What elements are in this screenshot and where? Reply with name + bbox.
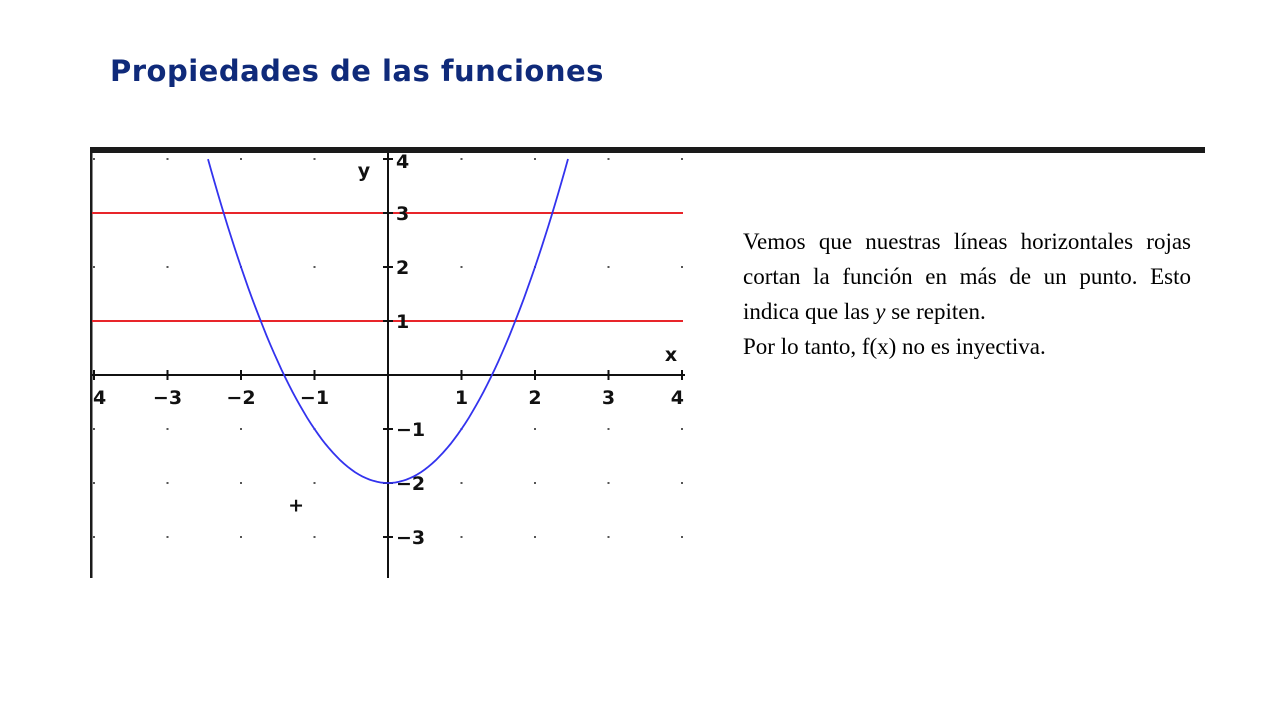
y-tick-label: 1 <box>396 311 410 333</box>
grid-dot <box>314 482 316 484</box>
y-tick-label: 2 <box>396 257 410 279</box>
grid-dot <box>681 536 683 538</box>
y-tick-label: 4 <box>396 153 410 173</box>
grid-dot <box>240 428 242 430</box>
grid-dot <box>93 158 95 160</box>
grid-dot <box>167 158 169 160</box>
grid-dot <box>240 482 242 484</box>
grid-dot <box>534 428 536 430</box>
graph-annotations <box>288 495 304 517</box>
slide-title: Propiedades de las funciones <box>110 54 604 88</box>
explanation-text <box>743 224 1191 364</box>
x-tick-label: 4 <box>670 387 684 409</box>
explanation-paragraph-1 <box>743 224 1191 329</box>
grid-dot <box>534 536 536 538</box>
grid-dot <box>608 428 610 430</box>
grid-dot <box>93 428 95 430</box>
grid-dot <box>240 158 242 160</box>
grid-dot <box>608 266 610 268</box>
y-tick-label: 3 <box>396 203 410 225</box>
grid-dot <box>681 158 683 160</box>
grid-dot <box>93 536 95 538</box>
graph-canvas <box>90 153 685 578</box>
grid-dot <box>461 536 463 538</box>
x-tick-label: −1 <box>299 387 330 409</box>
explanation-paragraph-2: Por lo tanto, f(x) no es inyectiva. <box>743 334 1046 359</box>
function-graph <box>90 153 685 578</box>
grid-dot <box>608 482 610 484</box>
grid-dot <box>167 536 169 538</box>
x-tick-label: 4 <box>93 387 107 409</box>
x-tick-label: 2 <box>528 387 542 409</box>
grid-dot <box>681 482 683 484</box>
grid-dot <box>461 482 463 484</box>
axes <box>92 153 685 578</box>
explanation-text-part-1: Vemos que nuestras líneas horizontales rojas cortan la función en más de un punto. Esto indica que las <box>743 229 1191 324</box>
grid-dot <box>167 266 169 268</box>
x-tick-label: −2 <box>226 387 256 409</box>
grid-dot <box>93 266 95 268</box>
explanation-variable-y: y <box>875 299 886 324</box>
x-axis-label: x <box>664 344 678 366</box>
grid-dot <box>167 428 169 430</box>
grid-dot <box>461 158 463 160</box>
explanation-text-part-2: se repiten. <box>885 299 986 324</box>
grid-dot <box>167 482 169 484</box>
grid-dot <box>534 482 536 484</box>
grid-dot <box>608 536 610 538</box>
x-tick-label: 3 <box>601 387 616 409</box>
grid-dot <box>314 266 316 268</box>
y-tick-label: −3 <box>396 527 426 549</box>
y-tick-label: −1 <box>396 419 426 441</box>
cursor-plus-mark: + <box>288 494 305 517</box>
x-tick-label: 1 <box>454 387 469 409</box>
grid-dot <box>240 536 242 538</box>
grid-dot <box>314 158 316 160</box>
x-tick-label: −3 <box>152 387 183 409</box>
grid-dot <box>461 266 463 268</box>
grid-dot <box>534 158 536 160</box>
grid-dot <box>314 536 316 538</box>
left-frame-border <box>90 153 93 578</box>
grid-dot <box>681 266 683 268</box>
y-axis-label: y <box>357 160 371 182</box>
grid-dot <box>608 158 610 160</box>
grid-dot <box>681 428 683 430</box>
grid-dot <box>93 482 95 484</box>
y-tick-label: −2 <box>396 473 426 495</box>
